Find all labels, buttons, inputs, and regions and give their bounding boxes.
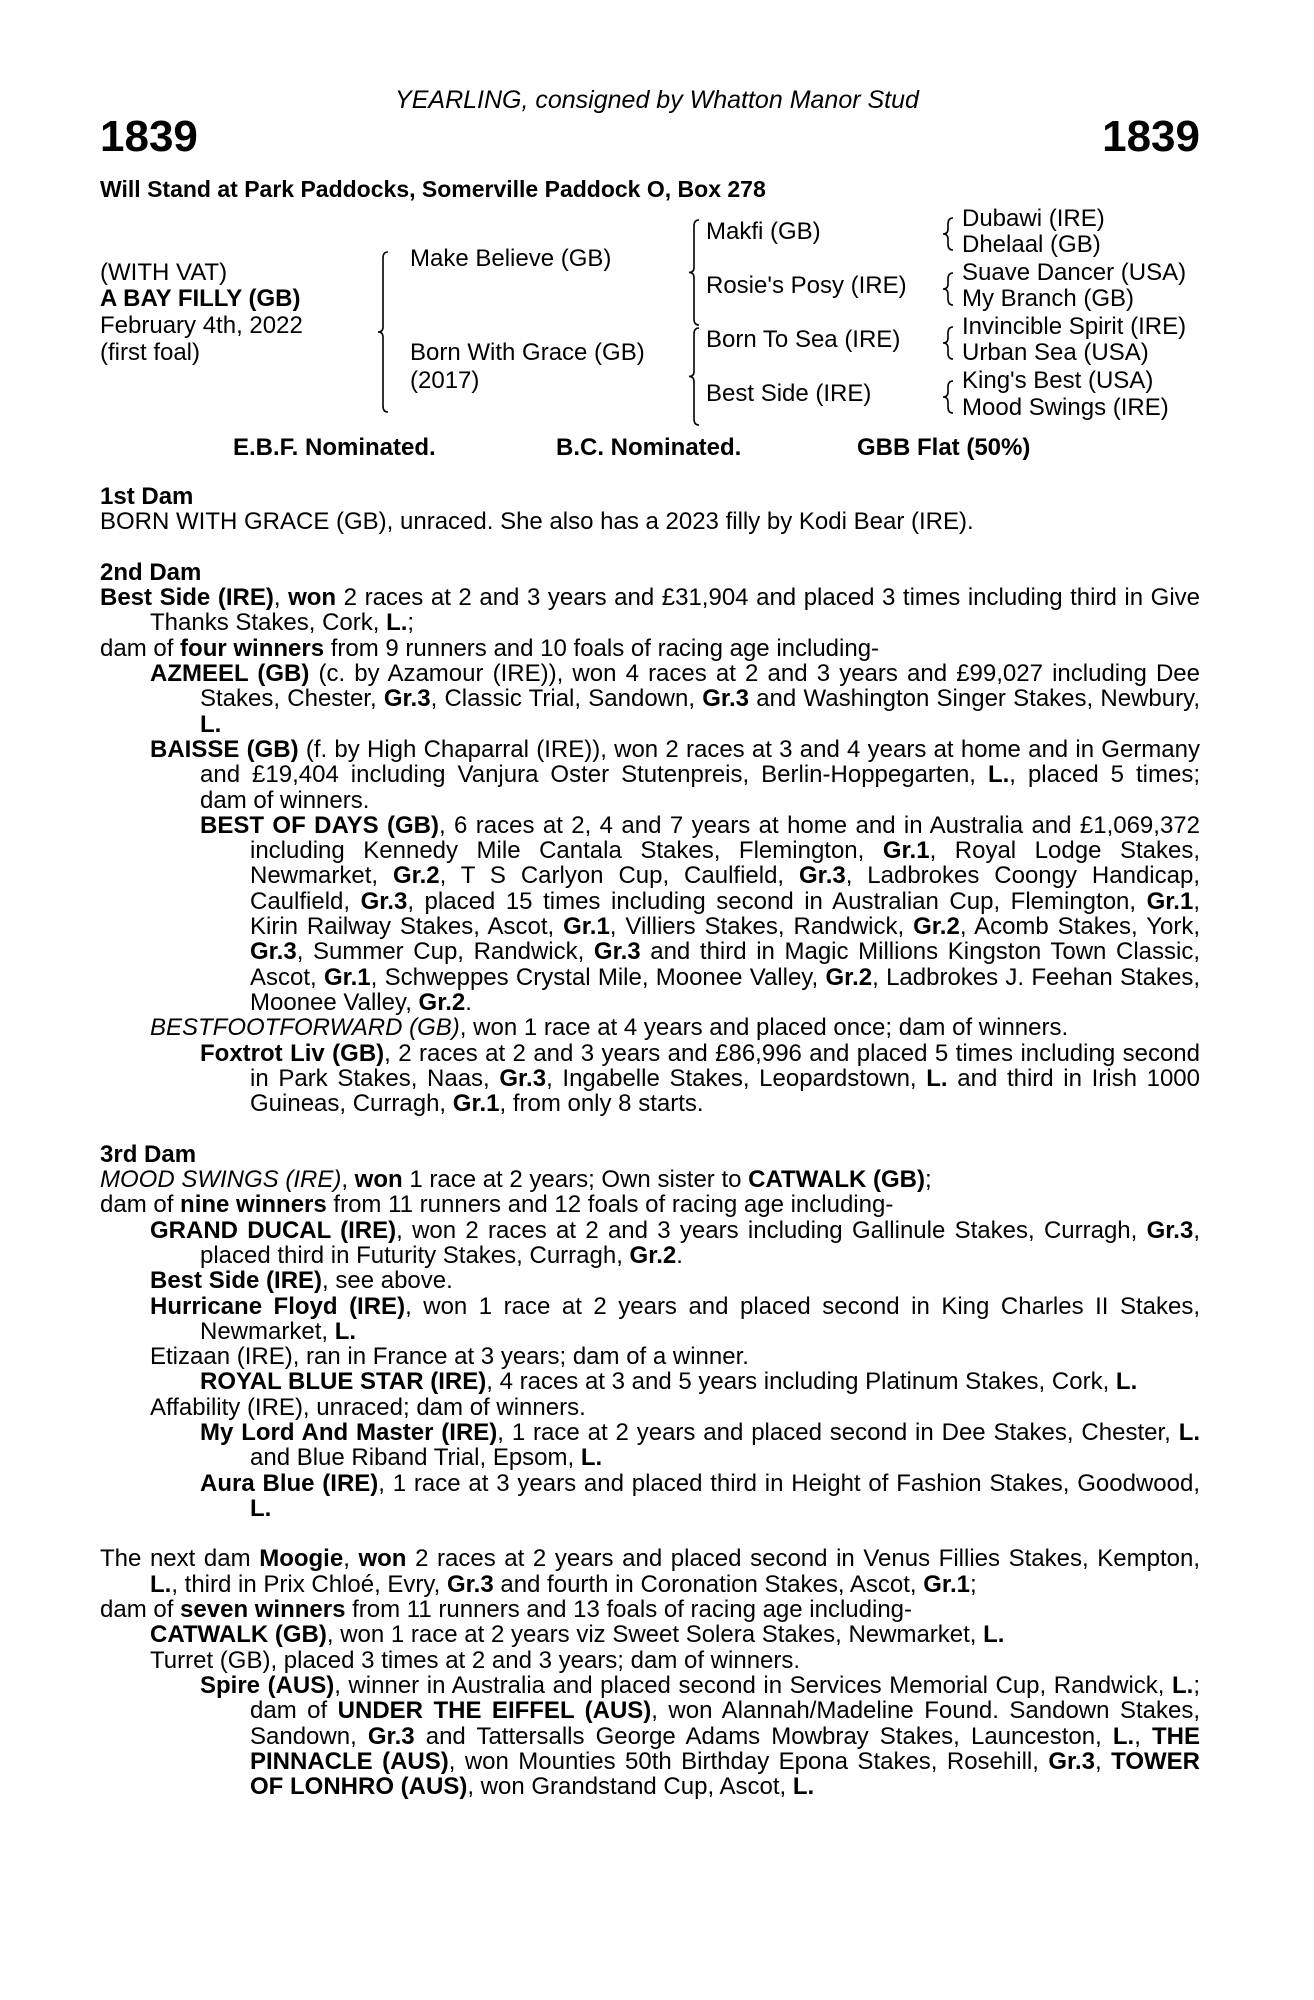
text: The next dam [100, 1545, 260, 1573]
italic-text: BESTFOOTFORWARD (GB) [150, 1014, 460, 1042]
bold-text: L. [1112, 1722, 1135, 1750]
pedigree-entry [100, 737, 1200, 813]
bold-text: Moogie [259, 1545, 344, 1573]
text: from 9 runners and 10 foals of racing age including- [324, 634, 880, 662]
pedigree-entry [100, 1369, 1200, 1394]
text: Etizaan (IRE), ran in France at 3 years; dam of a winner. [150, 1343, 749, 1371]
pedigree-entry [100, 636, 1200, 661]
text: , won 2 races at 2 and 3 years including Gallinule Stakes, Curragh, [396, 1216, 1147, 1244]
bold-text: Gr.2 [913, 913, 960, 941]
text: , [1095, 1747, 1112, 1775]
pedigree-entry [100, 1622, 1200, 1647]
pedigree-entry [100, 1648, 1200, 1673]
bold-text: won [354, 1166, 403, 1194]
text: , [341, 1166, 355, 1194]
pedigree-brace-icon [943, 273, 953, 305]
text: dam of [100, 634, 181, 662]
bold-text: Gr.3 [593, 938, 641, 966]
bold-text: Gr.3 [383, 685, 431, 713]
text: , placed third in Futurity Stakes, Curragh, [200, 1216, 1200, 1269]
pedigree-entry [100, 585, 1200, 636]
bold-text: Gr.2 [825, 963, 873, 991]
text: , 4 races at 3 and 5 years including Platinum Stakes, Cork, [486, 1368, 1116, 1396]
bold-text: L. [792, 1773, 815, 1801]
text: , Royal Lodge Stakes, Newmarket, [250, 837, 1200, 890]
section-heading: 2nd Dam [100, 558, 202, 586]
bold-text: nine winners [180, 1191, 327, 1219]
text: , 6 races at 2, 4 and 7 years at home and in Australia and £1,069,372 including Kennedy Mile Cantala Stakes, Flemington, [250, 811, 1200, 865]
bold-text: UNDER THE EIFFEL (AUS) [337, 1697, 652, 1725]
pedigree-entry [100, 1041, 1200, 1117]
text: ; [925, 1166, 932, 1194]
text: ; [407, 609, 415, 637]
gbb-nomination: GBB Flat (50%) [857, 434, 1031, 461]
date-of-birth: February 4th, 2022 [100, 312, 303, 339]
dam-section [100, 484, 1200, 535]
text: , Summer Cup, Randwick, [296, 938, 594, 966]
bold-text: Best Side (IRE) [150, 1267, 323, 1295]
pedigree-brace-icon [943, 381, 953, 413]
bold-text: CATWALK (GB) [150, 1621, 327, 1649]
gen4-ancestor: Dhelaal (GB) [962, 231, 1101, 258]
pedigree-brace-icon [943, 218, 953, 250]
text: , Acomb Stakes, York, [959, 913, 1201, 941]
text: (c. by Azamour (IRE)), won 4 races at 2 and 3 years and £99,027 including Dee Stakes, Chester, [200, 660, 1200, 713]
gen3-sire-sire: Makfi (GB) [706, 218, 821, 245]
bold-text: L. [250, 1494, 272, 1522]
text: 1 race at 2 years; Own sister to [402, 1166, 749, 1194]
bold-text: L. [1115, 1368, 1138, 1396]
bold-text: TOWER OF LONHRO (AUS) [250, 1747, 1200, 1801]
text: , winner in Australia and placed second in Services Memorial Cup, Randwick, [334, 1671, 1172, 1699]
text: , placed 15 times including second in Australian Cup, Flemington, [407, 887, 1147, 915]
bold-text: BAISSE (GB) [150, 735, 299, 763]
bold-text: Gr.3 [702, 685, 749, 713]
bold-text: Gr.3 [1146, 1216, 1194, 1244]
text: , Ingabelle Stakes, Leopardstown, [546, 1064, 927, 1092]
bold-text: Gr.1 [452, 1090, 500, 1118]
bold-text: Aura Blue (IRE) [200, 1469, 379, 1497]
pedigree-entry [100, 661, 1200, 737]
lot-number-left: 1839 [100, 112, 198, 161]
text: , won Mounties 50th Birthday Epona Stakes, Rosehill, [448, 1747, 1049, 1775]
pedigree-entry [100, 1218, 1200, 1269]
bold-text: Gr.3 [1048, 1747, 1096, 1775]
bold-text: L. [926, 1064, 948, 1092]
text: and Washington Singer Stakes, Newbury, [748, 685, 1200, 713]
gen3-dam-dam: Best Side (IRE) [706, 380, 872, 407]
bold-text: L. [983, 1621, 1005, 1649]
text: , from only 8 starts. [499, 1090, 704, 1118]
text: , Schweppes Crystal Mile, Moonee Valley, [370, 963, 826, 991]
text: , Villiers Stakes, Randwick, [609, 913, 914, 941]
bold-text: L. [200, 710, 222, 738]
pedigree-entry [100, 1268, 1200, 1293]
text: , Ladbrokes J. Feehan Stakes, Moonee Valley, [250, 963, 1201, 1016]
gen3-sire-dam: Rosie's Posy (IRE) [706, 272, 907, 299]
bold-text: Gr.1 [563, 913, 610, 941]
bold-text: Gr.1 [882, 837, 930, 865]
italic-text: MOOD SWINGS (IRE) [100, 1166, 342, 1194]
gen4-ancestor: My Branch (GB) [962, 285, 1135, 312]
text: 2 races at 2 and 3 years and £31,904 and placed 3 times including third in Give Thanks Stakes, Cork, [150, 584, 1201, 637]
text: ; dam of [250, 1671, 1200, 1725]
bold-text: L. [386, 609, 408, 637]
bold-text: Gr.3 [367, 1722, 415, 1750]
text: . [465, 988, 472, 1016]
bold-text: Gr.1 [323, 963, 371, 991]
bold-text: Foxtrot Liv (GB) [200, 1039, 385, 1067]
pedigree-entry [100, 1395, 1200, 1420]
gen4-ancestor: Dubawi (IRE) [962, 205, 1105, 232]
page-title: YEARLING, consigned by Whatton Manor Stud [395, 86, 919, 114]
text: , 1 race at 2 years and placed second in Dee Stakes, Chester, [497, 1418, 1179, 1446]
bold-text: Gr.3 [250, 938, 297, 966]
text: and third in Magic Millions Kingston Town Classic, Ascot, [250, 938, 1201, 991]
text: , Classic Trial, Sandown, [430, 685, 703, 713]
pedigree-entry [100, 1344, 1200, 1369]
bold-text: Gr.3 [360, 887, 408, 915]
text: from 11 runners and 13 foals of racing age including- [345, 1596, 913, 1624]
text: dam of [100, 1191, 181, 1219]
lot-number-right: 1839 [1102, 112, 1200, 161]
text: from 11 runners and 12 foals of racing age including- [326, 1191, 894, 1219]
text: . [676, 1241, 683, 1269]
bold-text: L. [580, 1444, 603, 1472]
dam: Born With Grace (GB) [410, 339, 645, 366]
pedigree-entry [100, 1597, 1200, 1622]
bold-text: L. [150, 1570, 172, 1598]
gen4-ancestor: Mood Swings (IRE) [962, 394, 1169, 421]
text: (f. by High Chaparral (IRE)), won 2 races at 3 and 4 years at home and in Germany and £19,404 including Vanjura Oster Stutenpreis, Berlin-Hoppegarten, [200, 735, 1200, 789]
bold-text: ROYAL BLUE STAR (IRE) [200, 1368, 487, 1396]
vat-note: (WITH VAT) [100, 259, 228, 286]
text: and third in Irish 1000 Guineas, Curragh, [250, 1064, 1200, 1118]
pedigree-entry [100, 1015, 1200, 1040]
text: and Tattersalls George Adams Mowbray Stakes, Launceston, [414, 1722, 1113, 1750]
gen4-ancestor: King's Best (USA) [962, 367, 1154, 394]
text: , won 1 race at 4 years and placed once; dam of winners. [459, 1014, 1069, 1042]
pedigree-brace-icon [943, 327, 953, 359]
bold-text: GRAND DUCAL (IRE) [150, 1216, 397, 1244]
bold-text: L. [987, 761, 1010, 789]
text: , won 1 race at 2 years and placed second in King Charles II Stakes, Newmarket, [200, 1292, 1200, 1345]
pedigree-entry [100, 509, 1200, 534]
horse-name: A BAY FILLY (GB) [100, 285, 301, 312]
bold-text: L. [334, 1317, 357, 1345]
bold-text: Gr.2 [629, 1241, 677, 1269]
bold-text: Gr.3 [499, 1064, 547, 1092]
bold-text: BEST OF DAYS (GB) [200, 811, 439, 839]
text: , third in Prix Chloé, Evry, [171, 1570, 447, 1598]
pedigree-entry [100, 1471, 1200, 1522]
bc-nomination: B.C. Nominated. [556, 434, 742, 461]
bold-text: Gr.3 [446, 1570, 494, 1598]
pedigree-entry [100, 1673, 1200, 1799]
bold-text: AZMEEL (GB) [150, 660, 310, 688]
gen3-dam-sire: Born To Sea (IRE) [706, 326, 901, 353]
section-heading: 1st Dam [100, 483, 194, 510]
text: BORN WITH GRACE (GB), unraced. She also has a 2023 filly by Kodi Bear (IRE). [100, 508, 974, 536]
dam-section [100, 1142, 1200, 1521]
text: , [343, 1545, 359, 1573]
text: and Blue Riband Trial, Epsom, [250, 1444, 581, 1472]
text: , Ladbrokes Coongy Handicap, Caulfield, [250, 862, 1200, 915]
bold-text: Hurricane Floyd (IRE) [150, 1292, 406, 1320]
bold-text: Gr.2 [392, 862, 440, 890]
bold-text: Gr.3 [799, 862, 846, 890]
sire: Make Believe (GB) [410, 245, 612, 272]
bold-text: L. [1172, 1671, 1194, 1699]
dam-section [100, 560, 1200, 1117]
bold-text: Gr.1 [923, 1570, 970, 1598]
pedigree-brace-icon [689, 220, 699, 325]
bold-text: Best Side (IRE) [100, 584, 274, 612]
text: 2 races at 2 years and placed second in Venus Fillies Stakes, Kempton, [406, 1545, 1200, 1573]
pedigree-entry [100, 1420, 1200, 1471]
pedigree-entry [100, 1192, 1200, 1217]
bold-text: Gr.2 [418, 988, 466, 1016]
bold-text: four winners [180, 634, 325, 662]
bold-text: CATWALK (GB) [748, 1166, 925, 1194]
gen4-ancestor: Urban Sea (USA) [962, 339, 1149, 366]
bold-text: Spire (AUS) [200, 1671, 335, 1699]
text: , T S Carlyon Cup, Caulfield, [439, 862, 800, 890]
pedigree-brace-icon [378, 252, 388, 412]
text: ; [969, 1570, 977, 1598]
pedigree-entry [100, 813, 1200, 1015]
text: , Kirin Railway Stakes, Ascot, [250, 887, 1200, 941]
bold-text: THE PINNACLE (AUS) [250, 1722, 1201, 1775]
gen4-ancestor: Suave Dancer (USA) [962, 259, 1187, 286]
dam-year: (2017) [410, 367, 480, 394]
pedigree-entry [100, 1294, 1200, 1345]
text: , won 1 race at 2 years viz Sweet Solera Stakes, Newmarket, [326, 1621, 984, 1649]
text: , see above. [322, 1267, 453, 1295]
text: , 1 race at 3 years and placed third in Height of Fashion Stakes, Goodwood, [378, 1469, 1201, 1497]
pedigree-entry [100, 1546, 1200, 1597]
foal-note: (first foal) [100, 339, 201, 366]
bold-text: won [288, 584, 337, 612]
catalogue-body [100, 484, 1200, 1825]
text: Affability (IRE), unraced; dam of winners. [150, 1393, 586, 1421]
bold-text: won [358, 1545, 407, 1573]
stand-location: Will Stand at Park Paddocks, Somerville Paddock O, Box 278 [100, 176, 766, 202]
text: dam of [100, 1596, 181, 1624]
bold-text: L. [1178, 1418, 1201, 1446]
text: and fourth in Coronation Stakes, Ascot, [493, 1570, 924, 1598]
text: , 2 races at 2 and 3 years and £86,996 and placed 5 times including second in Park Stakes, Naas, [250, 1039, 1200, 1092]
gen4-ancestor: Invincible Spirit (IRE) [962, 313, 1187, 340]
bold-text: seven winners [180, 1596, 346, 1624]
ebf-nomination: E.B.F. Nominated. [233, 434, 436, 461]
bold-text: Gr.1 [1146, 887, 1194, 915]
text: , won Grandstand Cup, Ascot, [467, 1773, 793, 1801]
pedigree-brace-icon [689, 328, 699, 425]
bold-text: My Lord And Master (IRE) [200, 1418, 498, 1446]
pedigree-entry [100, 1167, 1200, 1192]
text: , placed 5 times; dam of winners. [200, 761, 1200, 814]
text: , [1134, 1722, 1153, 1750]
section-heading: 3rd Dam [100, 1140, 197, 1168]
dam-section [100, 1546, 1200, 1799]
text: Turret (GB), placed 3 times at 2 and 3 years; dam of winners. [150, 1646, 801, 1674]
text: , [273, 584, 289, 612]
text: , won Alannah/Madeline Found. Sandown Stakes, Sandown, [250, 1697, 1201, 1750]
